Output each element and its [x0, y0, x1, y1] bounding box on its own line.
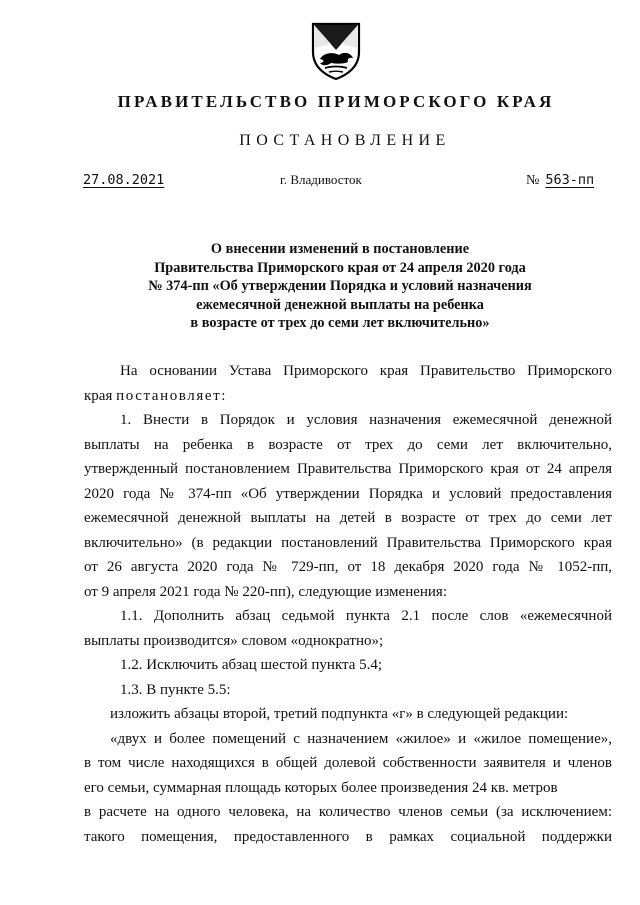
body-line: выплаты производится» словом «однократно»;	[84, 632, 384, 649]
resolution-subject	[40, 240, 640, 333]
body-line: изложить абзацы второй, третий подпункта «г» в следующей редакции:	[110, 706, 569, 722]
resolution-body	[84, 359, 612, 849]
body-line	[84, 384, 612, 409]
body-line: выплаты на ребенка в возрасте от трех до семи лет включительно,	[84, 436, 612, 453]
document-type: ПОСТАНОВЛЕНИЕ	[239, 132, 451, 149]
body-line: такого помещения, предоставленного в рамках социальной поддержки	[84, 828, 612, 845]
body-line: 1. Внести в Порядок и условия назначения ежемесячной денежной	[120, 412, 612, 428]
subject-line: № 374-пп «Об утверждении Порядка и условий назначения	[148, 278, 532, 294]
body-line: ежемесячной денежной выплаты на детей в возрасте от трех до семи лет	[84, 510, 612, 526]
body-line: 1.3. В пункте 5.5:	[120, 681, 231, 698]
subject-line: ежемесячной денежной выплаты на ребенка	[196, 296, 484, 313]
number-sign: №	[526, 173, 540, 188]
body-line: На основании Устава Приморского края Правительство Приморского	[120, 363, 612, 379]
body-line: включительно» (в редакции постановлений Правительства Приморского края	[84, 534, 612, 551]
resolution-number	[526, 172, 594, 189]
subject-line: О внесении изменений в постановление	[210, 241, 470, 257]
resolution-city: г. Владивосток	[280, 172, 362, 187]
subject-line: в возрасте от трех до семи лет включительно»	[190, 315, 490, 331]
resolution-date: 27.08.2021	[83, 172, 165, 188]
body-text-fragment: края	[84, 387, 117, 404]
body-line: 2020 года № 374-пп «Об утверждении Порядка и условий предоставления	[84, 485, 612, 502]
body-line: в том числе находящихся в общей долевой собственности заявителя и членов	[84, 755, 612, 771]
body-line: от 26 августа 2020 года № 729-пп, от 18 декабря 2020 года № 1052-пп,	[84, 559, 612, 575]
body-line: в расчете на одного человека, на количество членов семьи (за исключением:	[84, 804, 612, 820]
government-title: ПРАВИТЕЛЬСТВО ПРИМОРСКОГО КРАЯ	[117, 92, 555, 111]
body-line: его семьи, суммарная площадь которых более произведения 24 кв. метров	[84, 779, 558, 796]
body-line: 1.1. Дополнить абзац седьмой пункта 2.1 после слов «ежемесячной	[120, 608, 612, 624]
body-line: от 9 апреля 2021 года № 220-пп), следующие изменения:	[84, 583, 448, 600]
body-line: «двух и более помещений с назначением «жилое» и «жилое помещение»,	[110, 730, 612, 747]
resolves-word: постановляет:	[116, 387, 228, 404]
body-line: утвержденный постановлением Правительства Приморского края от 24 апреля	[84, 461, 612, 477]
body-line: 1.2. Исключить абзац шестой пункта 5.4;	[120, 657, 383, 673]
coat-of-arms-emblem	[311, 22, 361, 80]
number-value: 563-пп	[545, 172, 595, 188]
subject-line: Правительства Приморского края от 24 апреля 2020 года	[154, 259, 526, 276]
